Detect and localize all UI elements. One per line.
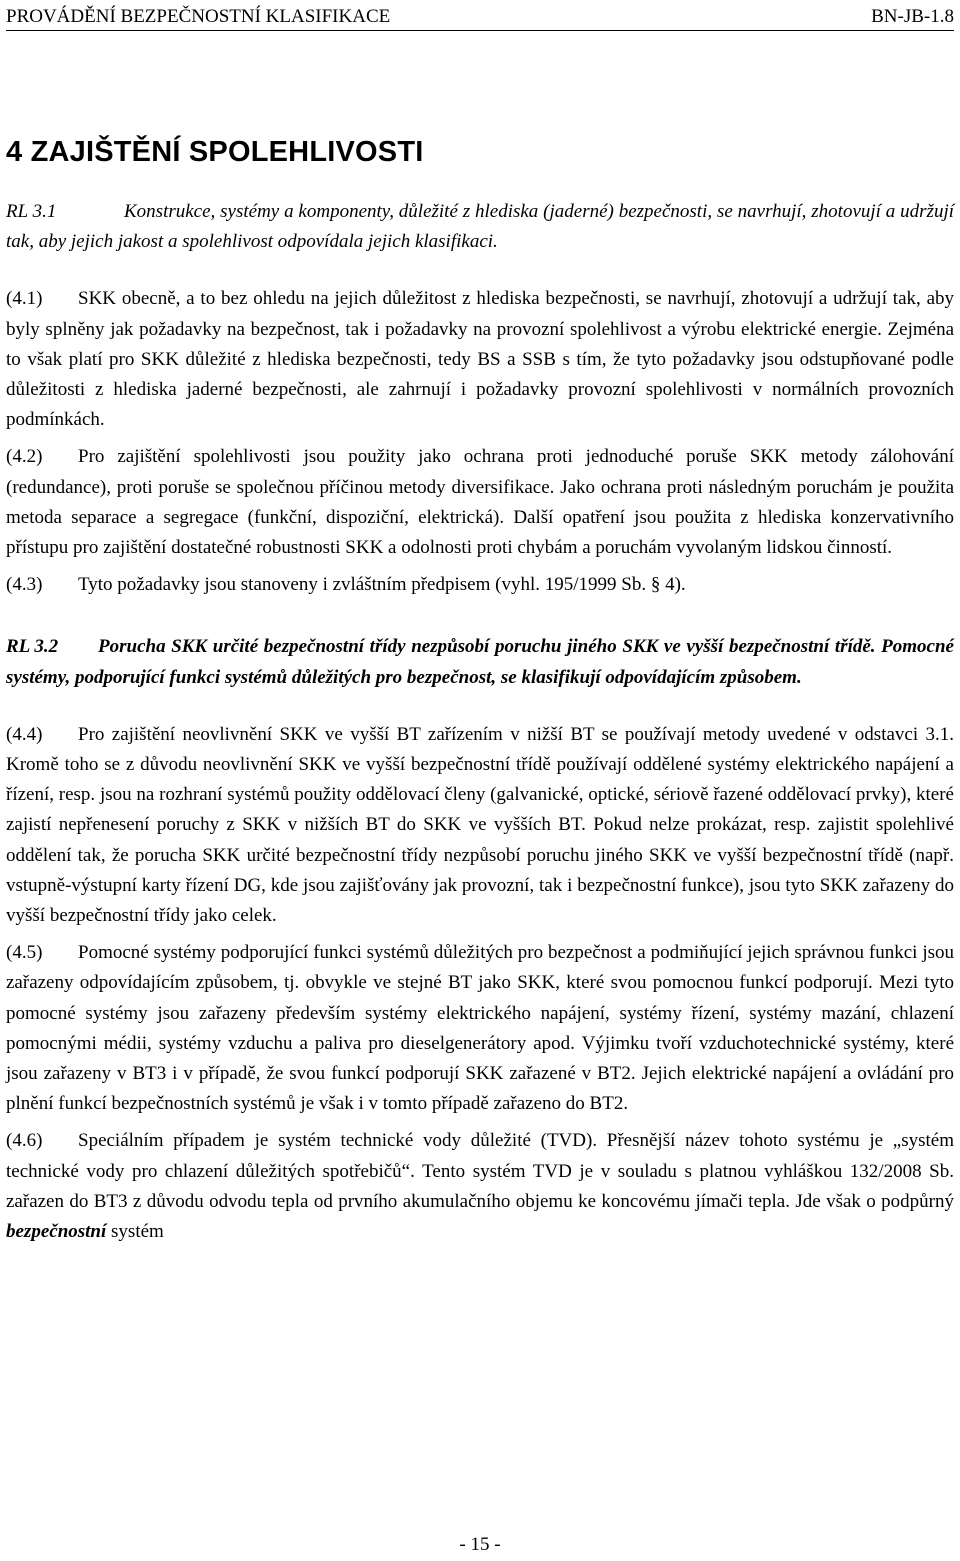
emphasis-text: bezpečnostní	[6, 1221, 107, 1243]
requirement-rl-3-1	[6, 197, 954, 257]
paragraph-4-4	[6, 720, 954, 931]
paragraph-number: (4.2)	[6, 446, 43, 468]
page-number: - 15 -	[459, 1534, 501, 1555]
paragraph-number: (4.1)	[6, 288, 43, 310]
page-content	[6, 136, 954, 1254]
paragraph-number: (4.6)	[6, 1130, 43, 1152]
header-doc-code: BN-JB-1.8	[871, 6, 954, 27]
paragraph-tail: systém	[111, 1221, 164, 1243]
chapter-title: 4 ZAJIŠTĚNÍ SPOLEHLIVOSTI	[6, 136, 424, 168]
paragraph-4-3	[6, 570, 954, 600]
paragraph-4-2	[6, 442, 954, 563]
requirement-number: RL 3.2	[6, 636, 59, 658]
paragraph-number: (4.4)	[6, 723, 43, 745]
paragraph-4-5	[6, 938, 954, 1119]
paragraph-text: Pro zajištění spolehlivosti jsou použity jako ochrana proti jednoduché poruše SKK metody zálohování (redundance), proti poruše se společnou příčinou metody diversifikace. Jako ochrana proti následným poruchám je použita metoda separace a segregace (funkční, dispoziční, elektrická). Další opatření jsou použita z hlediska konzervativního přístupu pro zajištění dostatečné robustnosti SKK a odolnosti proti chybám a poruchám vyvolaným lidskou činností.	[6, 446, 954, 559]
paragraph-4-1	[6, 284, 954, 435]
requirement-text: Porucha SKK určité bezpečnostní třídy nezpůsobí poruchu jiného SKK ve vyšší bezpečnostní třídě. Pomocné systémy, podporující funkci systémů důležitých pro bezpečnost, se klasifikují odpovídajícím způsobem.	[6, 636, 954, 688]
paragraph-text: Pomocné systémy podporující funkci systémů důležitých pro bezpečnost a podmiňující jejich správnou funkci jsou zařazeny odpovídajícím způsobem, tj. obvykle ve stejné BT jako SKK, které svou pomocnou funkcí podporují. Mezi tyto pomocné systémy jsou zařazeny především systémy elektrického napájení, systémy řízení, systémy mazání, chlazení pomocnými médii, systémy vzduchu a paliva pro dieselgenerátory apod. Výjimku tvoří vzduchotechnické systémy, které jsou zařazeny v BT3 i v případě, že svou funkcí podporují SKK zařazené v BT2. Jejich elektrické napájení a ovládání pro plnění funkcí bezpečnostních systémů je však i v tomto případě zařazeno do BT2.	[6, 942, 954, 1115]
paragraph-text: Tyto požadavky jsou stanoveny i zvláštním předpisem (vyhl. 195/1999 Sb. § 4).	[78, 574, 686, 596]
paragraph-number: (4.3)	[6, 574, 43, 596]
paragraph-4-6	[6, 1126, 954, 1247]
requirement-text: Konstrukce, systémy a komponenty, důležité z hlediska (jaderné) bezpečnosti, se navrhují, zhotovují a udržují tak, aby jejich jakost a spolehlivost odpovídala jejich klasifikaci.	[6, 201, 954, 253]
page-header	[6, 4, 954, 31]
requirement-number: RL 3.1	[6, 201, 57, 222]
paragraph-text: Pro zajištění neovlivnění SKK ve vyšší BT zařízením v nižší BT se používají metody uvedené v odstavci 3.1. Kromě toho se z důvodu neovlivnění SKK ve vyšší bezpečnostní třídě používají oddělené systémy elektrického napájení a řízení, resp. jsou na rozhraní systémů použity oddělovací členy (galvanické, optické, sériově řazené oddělovací prvky), které zajistí nepřenesení poruchy z SKK v nižších BT do SKK ve vyšších BT. Pokud nelze prokázat, resp. zajistit spolehlivé oddělení tak, že porucha SKK určité bezpečnostní třídy nezpůsobí poruchu jiného SKK ve vyšší bezpečnostní třídě (např. vstupně-výstupní karty řízení DG, kde jsou zajišťovány jak provozní, tak i bezpečnostní funkce), jsou tyto SKK zařazeny do vyšší bezpečnostní třídy jako celek.	[6, 723, 954, 927]
header-title: PROVÁDĚNÍ BEZPEČNOSTNÍ KLASIFIKACE	[6, 6, 391, 27]
paragraph-text: SKK obecně, a to bez ohledu na jejich důležitost z hlediska bezpečnosti, se navrhují, zhotovují a udržují tak, aby byly splněny jak požadavky na bezpečnost, tak i požadavky na provozní spolehlivost a výrobu elektrické energie. Zejména to však platí pro SKK důležité z hlediska bezpečnosti, tedy BS a SSB s tím, že tyto požadavky jsou odstupňované podle důležitosti z hlediska jaderné bezpečnosti, ale zahrnují i požadavky provozní spolehlivosti v normálních provozních podmínkách.	[6, 288, 954, 431]
paragraph-text: Speciálním případem je systém technické vody důležité (TVD). Přesnější název tohoto systému je „systém technické vody pro chlazení důležitých spotřebičů“. Tento systém TVD je v souladu s platnou vyhláškou 132/2008 Sb. zařazen do BT3 z důvodu odvodu tepla od prvního akumulačního objemu ke koncovému jímači tepla. Jde však o podpůrný	[6, 1130, 954, 1212]
paragraph-number: (4.5)	[6, 942, 43, 964]
requirement-rl-3-2	[6, 632, 954, 692]
